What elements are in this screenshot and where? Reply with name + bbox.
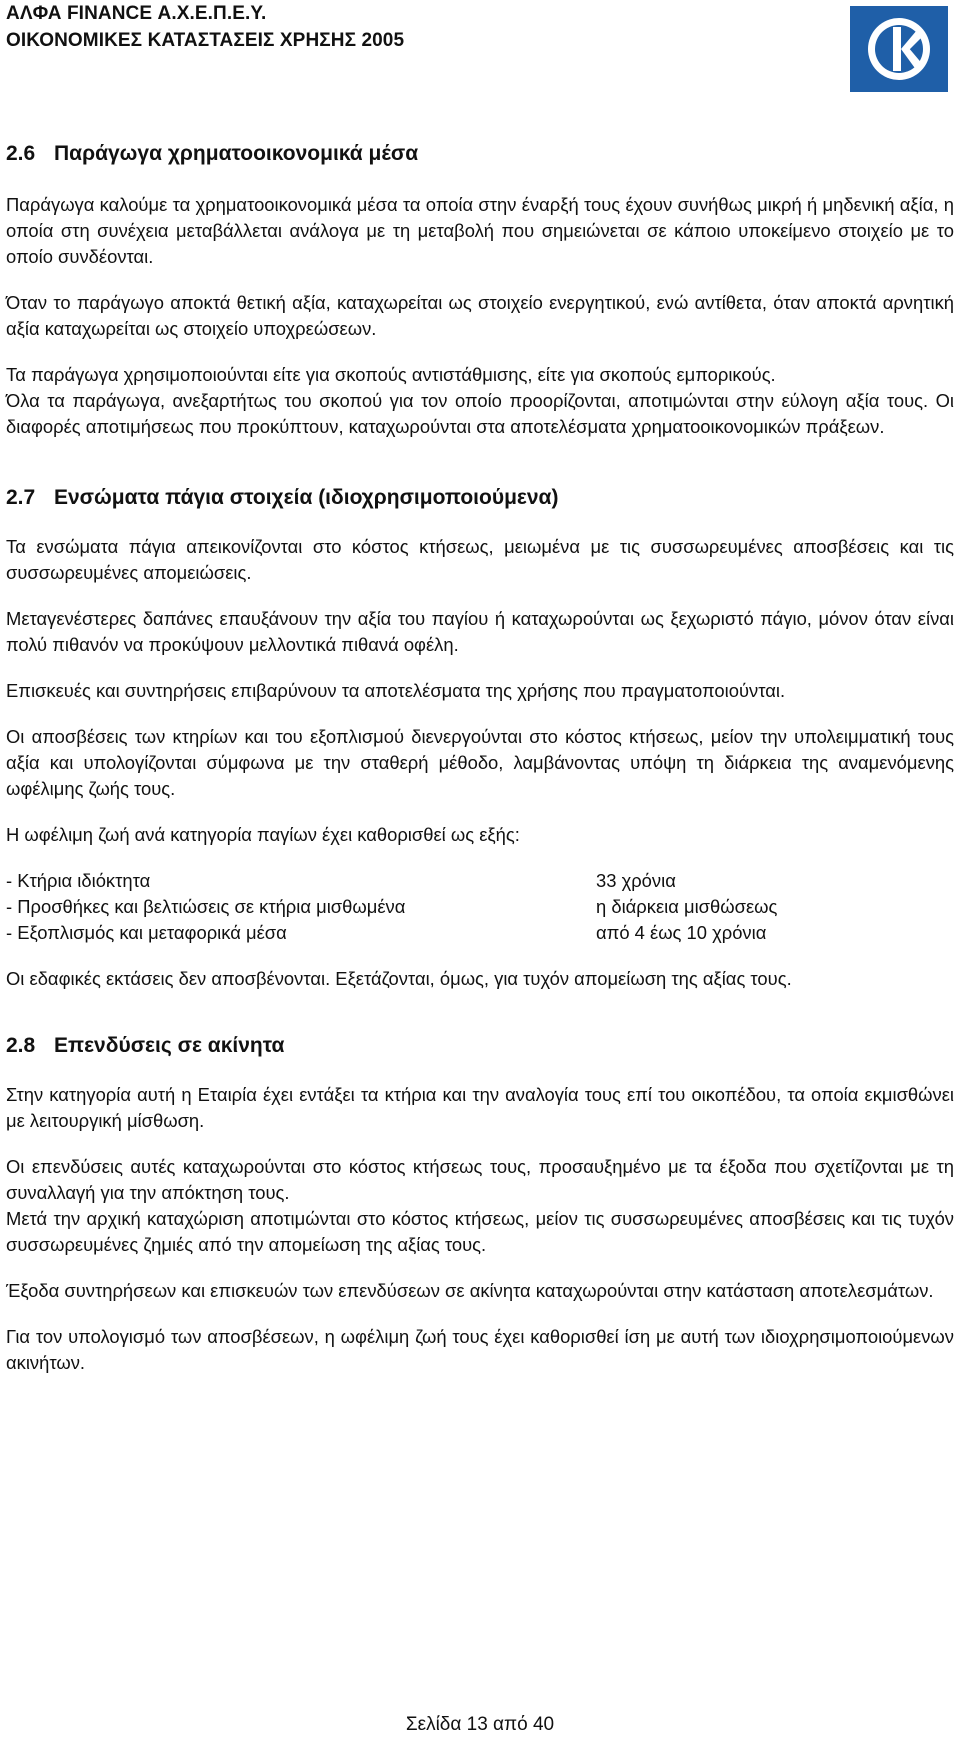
section-number: 2.8 [6,1034,36,1057]
section-number: 2.6 [6,142,36,165]
list-item [6,894,954,920]
paragraph: Τα παράγωγα χρησιμοποιούνται είτε για σκοπούς αντιστάθμισης, είτε για σκοπούς εμπορικούς. [6,364,776,385]
paragraph: Τα ενσώματα πάγια απεικονίζονται στο κόστος κτήσεως, μειωμένα με τις συσσωρευμένες αποσβέσεις και τις συσσωρευμένες απομειώσεις. [6,536,954,583]
list-item [6,920,954,946]
paragraph: Παράγωγα καλούμε τα χρηματοοικονομικά μέσα τα οποία στην έναρξή τους έχουν συνήθως μικρή ή μηδενική αξία, η οποία στη συνέχεια μεταβάλλεται ανάλογα με τη μεταβολή που σημειώνεται σε κάποιο υποκείμενο στοιχείο με το οποίο συνδέονται. [6,194,954,267]
paragraph: Όταν το παράγωγο αποκτά θετική αξία, καταχωρείται ως στοιχείο ενεργητικού, ενώ αντίθετα, όταν αποκτά αρνητική αξία καταχωρείται ως στοιχείο υποχρεώσεων. [6,292,954,339]
section-heading-2-6 [6,140,954,168]
asset-category: - Προσθήκες και βελτιώσεις σε κτήρια μισθωμένα [6,896,406,917]
alpha-bank-logo-icon [850,6,948,92]
paragraph: Επισκευές και συντηρήσεις επιβαρύνουν τα αποτελέσματα της χρήσης που πραγματοποιούνται. [6,680,786,701]
section-title: Επενδύσεις σε ακίνητα [54,1034,285,1057]
paragraph: Η ωφέλιμη ζωή ανά κατηγορία παγίων έχει καθορισθεί ως εξής: [6,824,520,845]
paragraph: Οι επενδύσεις αυτές καταχωρούνται στο κόστος κτήσεως τους, προσαυξημένο με τα έξοδα που σχετίζονται με τη συναλλαγή για την απόκτηση τους. [6,1156,954,1203]
useful-life-value: 33 χρόνια [596,870,676,891]
page-content [6,140,954,1376]
section-title: Παράγωγα χρηματοοικονομικά μέσα [54,142,419,165]
paragraph: Έξοδα συντηρήσεων και επισκευών των επενδύσεων σε ακίνητα καταχωρούνται στην κατάσταση αποτελεσμάτων. [6,1280,934,1301]
paragraph: Για τον υπολογισμό των αποσβέσεων, η ωφέλιμη ζωή τους έχει καθορισθεί ίση με αυτή των ιδιοχρησιμοποιούμενων ακινήτων. [6,1326,954,1373]
company-name: ΑΛΦΑ FINANCE Α.Χ.Ε.Π.Ε.Υ. [6,3,267,24]
paragraph: Μεταγενέστερες δαπάνες επαυξάνουν την αξία του παγίου ή καταχωρούνται ως ξεχωριστό πάγιο, μόνον όταν είναι πολύ πιθανόν να προκύψουν μελλοντικά πιθανά οφέλη. [6,608,954,655]
paragraph: Στην κατηγορία αυτή η Εταιρία έχει εντάξει τα κτήρια και την αναλογία τους επί του οικοπέδου, τα οποία εκμισθώνει με λειτουργική μίσθωση. [6,1084,954,1131]
paragraph: Οι αποσβέσεις των κτηρίων και του εξοπλισμού διενεργούνται στο κόστος κτήσεως, μείον την υπολειμματική τους αξία και υπολογίζονται σύμφωνα με την σταθερή μέθοδο, λαμβάνοντας υπόψη τη διάρκεια της αναμενόμενης ωφέλιμης ζωής τους. [6,726,954,799]
useful-life-value: από 4 έως 10 χρόνια [596,922,767,943]
section-heading-2-8 [6,1032,954,1060]
list-item [6,868,954,894]
useful-life-value: η διάρκεια μισθώσεως [596,896,778,917]
document-header [6,0,404,54]
asset-category: - Εξοπλισμός και μεταφορικά μέσα [6,922,287,943]
asset-category: - Κτήρια ιδιόκτητα [6,870,151,891]
section-title: Ενσώματα πάγια στοιχεία (ιδιοχρησιμοποιούμενα) [54,486,559,509]
paragraph: Όλα τα παράγωγα, ανεξαρτήτως του σκοπού για τον οποίο προορίζονται, αποτιμώνται στην εύλογη αξία τους. Οι διαφορές αποτιμήσεως που προκύπτουν, καταχωρούνται στα αποτελέσματα χρηματοοικονομικών πράξεων. [6,390,954,437]
section-number: 2.7 [6,486,36,509]
paragraph: Οι εδαφικές εκτάσεις δεν αποσβένονται. Εξετάζονται, όμως, για τυχόν απομείωση της αξίας τους. [6,968,792,989]
section-heading-2-7 [6,484,954,512]
statements-title: ΟΙΚΟΝΟΜΙΚΕΣ ΚΑΤΑΣΤΑΣΕΙΣ ΧΡΗΣΗΣ 2005 [6,30,405,51]
paragraph: Μετά την αρχική καταχώριση αποτιμώνται στο κόστος κτήσεως, μείον τις συσσωρευμένες αποσβέσεις και τις τυχόν συσσωρευμένες ζημιές από την απομείωση της αξίας τους. [6,1208,954,1255]
useful-life-list [6,868,954,946]
page-number: Σελίδα 13 από 40 [405,1714,555,1735]
